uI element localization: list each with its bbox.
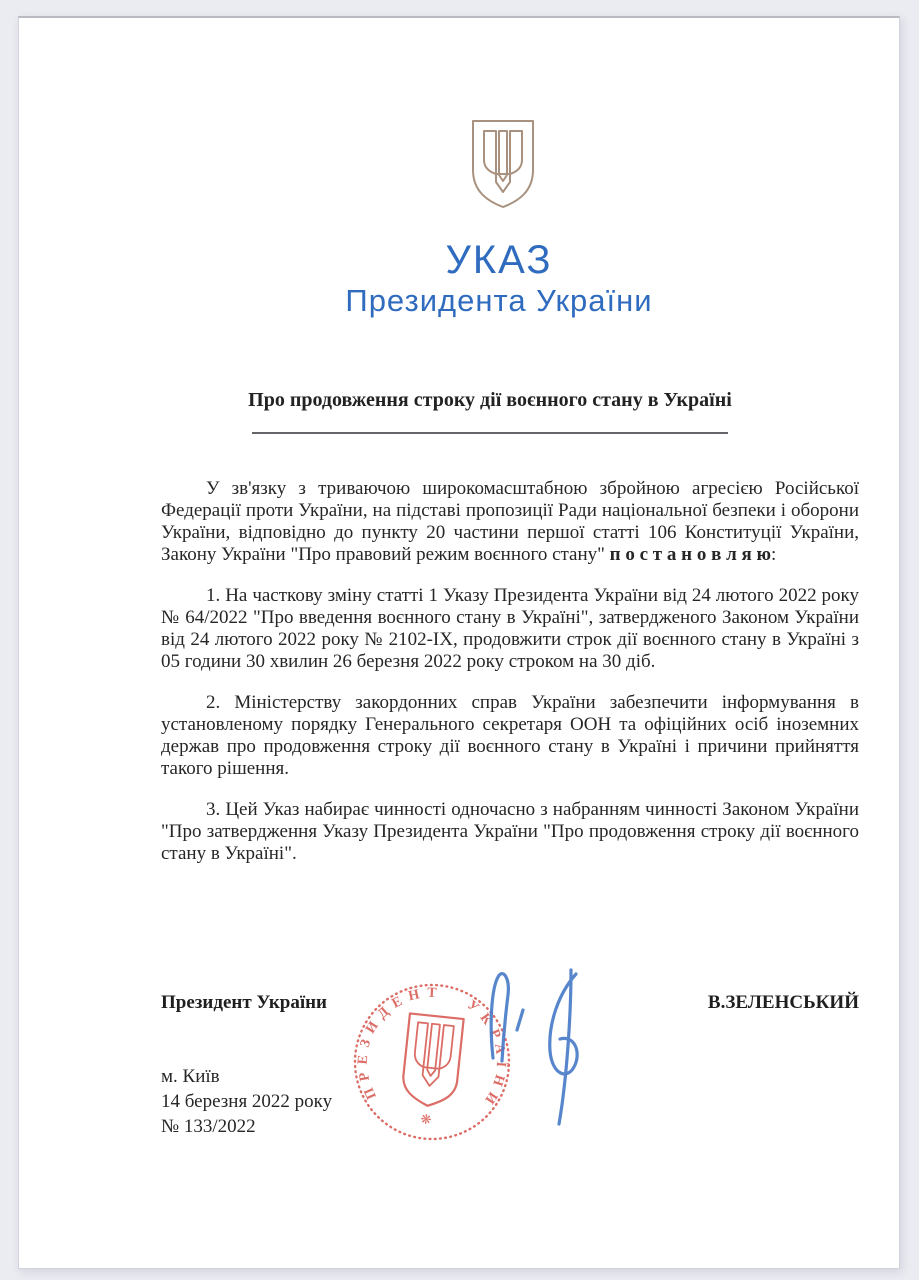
decree-item-2: 2. Міністерству закордонних справ України забезпечити інформування в установленому порядку Генерального секретаря ООН та офіційних осіб іноземних держав про продовження строку дії воєнного стану в Україні і причини прийняття такого рішення. [161,692,859,779]
shield-outline [473,121,533,207]
decree-body [161,478,859,884]
signer-role: Президент України [161,992,328,1013]
preamble-text: У зв'язку з триваючою широкомасштабною збройною агресією Російської Федерації проти України, на підставі пропозиції Ради національної безпеки і оборони України, відповідно до пункту 20 частини першої статті 106 Конституції України, Закону України "Про правовий режим воєнного стану" [161,478,859,565]
preamble-paragraph [161,478,859,566]
issue-city: м. Київ [161,1066,220,1087]
heading-president-of-ukraine: Президента України [345,283,653,318]
signature-stroke-3 [550,974,577,1074]
signer-name: В.ЗЕЛЕНСЬКИЙ [707,992,859,1013]
signature-stroke-1 [491,974,508,1061]
decree-page [18,16,900,1269]
trident-base [496,174,510,192]
decree-item-1: 1. На часткову зміну статті 1 Указу Президента України від 24 лютого 2022 року № 64/2022 "Про введення воєнного стану в Україні", затвердженого Законом України від 24 лютого 2022 року № 2102-IX, продовжити строк дії воєнного стану в Україні з 05 години 30 хвилин 26 березня 2022 року строком на 30 діб. [161,585,859,672]
decree-subject-title: Про продовження строку дії воєнного стану в Україні [248,389,732,411]
stamp-word-president: ПРЕЗИДЕНТ [355,985,444,1102]
trident-left-prong [484,131,496,174]
signature-stroke-2 [517,1010,523,1030]
title-underline-rule [252,432,728,434]
document-heading [131,238,867,319]
stamp-ornament-icon: ❋ [419,1111,433,1128]
decree-item-3: 3. Цей Указ набирає чинності одночасно з набранням чинності Законом України "Про затвердження Указу Президента України "Про продовження строку дії воєнного стану в Україні". [161,799,859,864]
issue-date: 14 березня 2022 року [161,1091,333,1112]
stamp-word-ukraine: УКРАЇНИ [463,997,509,1113]
handwritten-signature-icon [459,953,609,1143]
resolve-word: п о с т а н о в л я ю [609,544,772,565]
trident-right-prong [510,131,522,174]
tryzub-shield-icon [468,118,538,210]
heading-ukaz: УКАЗ [445,238,553,282]
stamp-center-shield [401,1013,464,1108]
issue-number: № 133/2022 [161,1116,256,1137]
signature-stroke-4 [559,970,571,1124]
resolve-suffix: : [771,544,777,565]
